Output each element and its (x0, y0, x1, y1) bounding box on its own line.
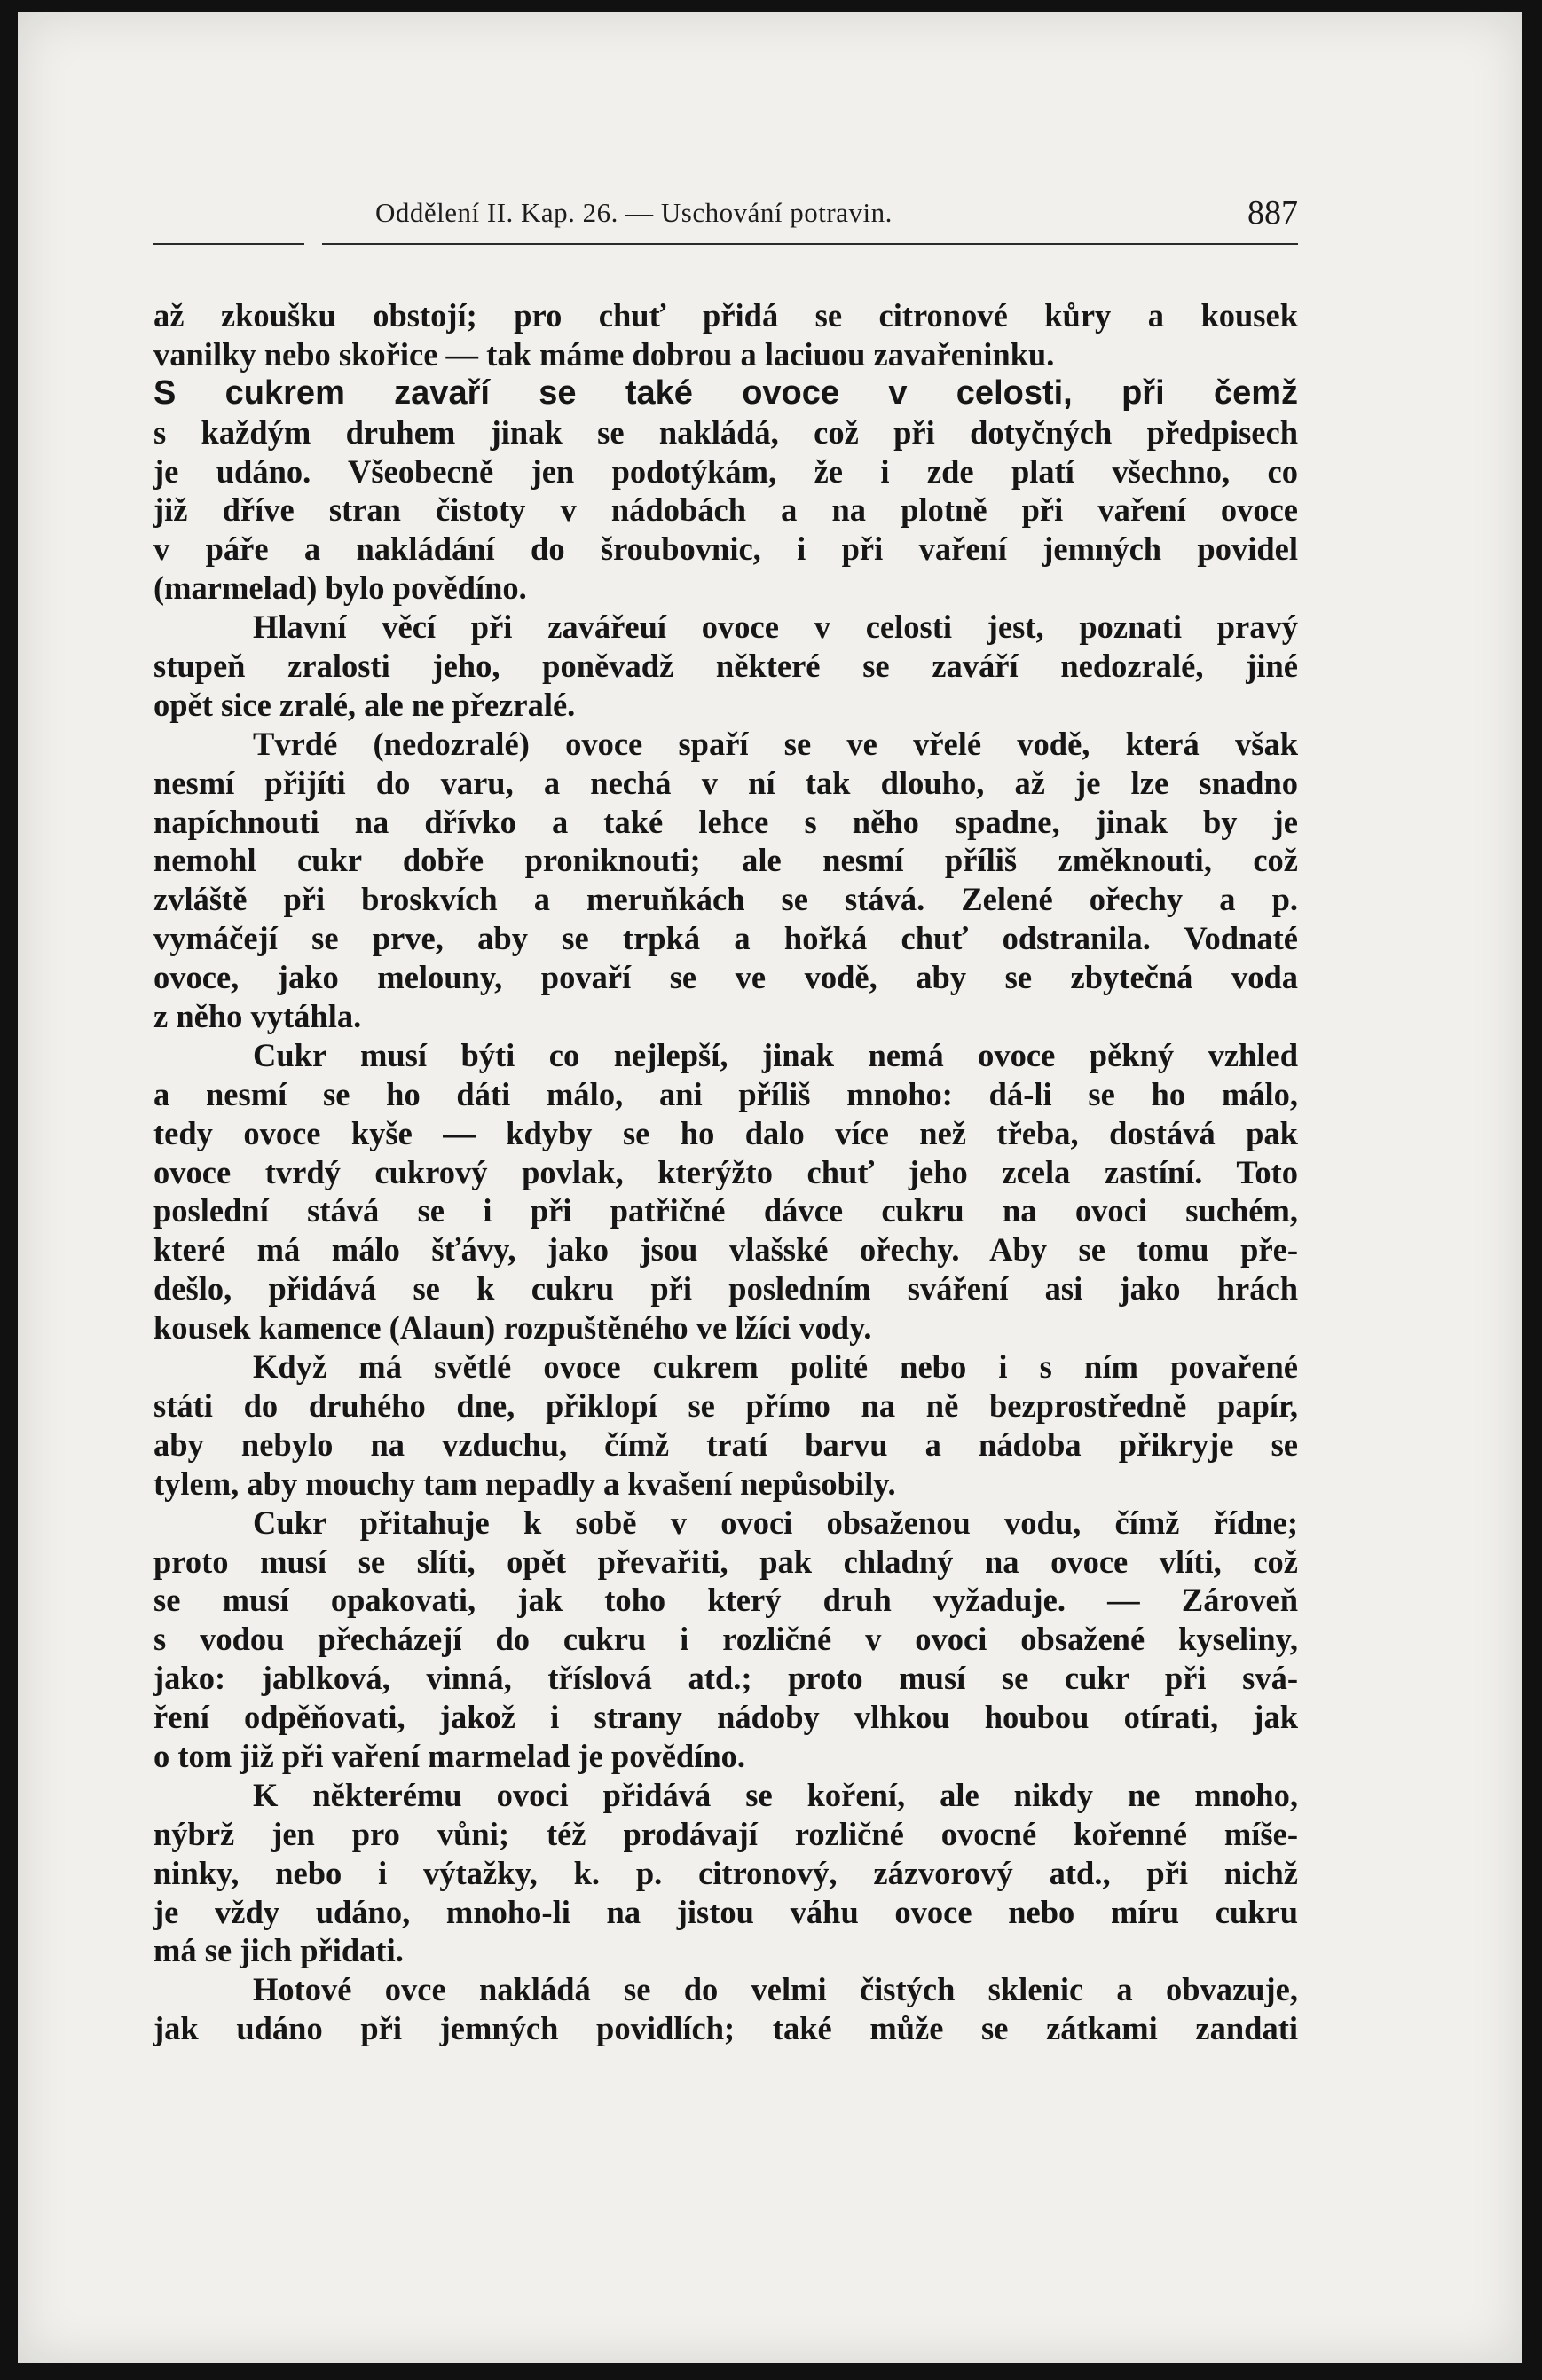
text-line: aby nebylo na vzduchu, čímž tratí barvu a nádoba přikryje se (153, 1426, 1298, 1463)
text-line: zvláště při broskvích a meruňkách se stává. Zelené ořechy a p. (153, 881, 1298, 918)
running-header (153, 195, 1298, 248)
text-line: již dříve stran čistoty v nádobách a na plotně při vaření ovoce (153, 491, 1298, 529)
text-line: Cukr přitahuje k sobě v ovoci obsaženou vodu, čímž řídne; (253, 1504, 1298, 1541)
text-line: tylem, aby mouchy tam nepadly a kvašení nepůsobily. (153, 1465, 896, 1502)
text-line: kousek kamence (Alaun) rozpuštěného ve lžíci vody. (153, 1309, 872, 1347)
text-line: státi do druhého dne, přiklopí se přímo na ně bezprostředně papír, (153, 1386, 1298, 1424)
page-number: 887 (1247, 194, 1298, 232)
text-line: Cukr musí býti co nejlepší, jinak nemá ovoce pěkný vzhled (253, 1036, 1298, 1073)
text-line: napíchnouti na dřívko a také lehce s něho spadne, jinak by je (153, 803, 1298, 840)
text-line: poslední stává se i při patřičné dávce cukru na ovoci suchém, (153, 1192, 1298, 1229)
text-line: ovoce tvrdý cukrový povlak, kterýžto chuť jeho zcela zastíní. Toto (153, 1153, 1298, 1190)
text-line: nýbrž jen pro vůni; též prodávají rozličné ovocné kořenné míše- (153, 1815, 1298, 1852)
text-line: Když má světlé ovoce cukrem polité nebo i s ním povařené (253, 1348, 1298, 1386)
text-line: je vždy udáno, mnoho-li na jistou váhu ovoce nebo míru cukru (153, 1893, 1298, 1930)
text-line: má se jich přidati. (153, 1932, 404, 1969)
text-line: tedy ovoce kyše — kdyby se ho dalo více než třeba, dostává pak (153, 1114, 1298, 1151)
text-line: v páře a nakládání do šroubovnic, i při vaření jemných povidel (153, 530, 1298, 568)
body-text (153, 296, 1298, 2048)
text-line: stupeň zralosti jeho, poněvadž některé se zaváří nedozralé, jiné (153, 648, 1298, 685)
text-line: je udáno. Všeobecně jen podotýkám, že i zde platí všechno, co (153, 452, 1298, 490)
text-line: z něho vytáhla. (153, 998, 362, 1035)
text-line: S cukrem zavaří se také ovoce v celosti, při čemž (153, 373, 1298, 412)
text-line: a nesmí se ho dáti málo, ani příliš mnoho: dá-li se ho málo, (153, 1075, 1298, 1112)
text-line: vymáčejí se prve, aby se trpká a hořká chuť odstranila. Vodnaté (153, 920, 1298, 957)
text-line: nesmí přijíti do varu, a nechá v ní tak dlouho, až je lze snadno (153, 764, 1298, 801)
header-title: Oddělení II. Kap. 26. — Uschování potravin. (375, 197, 893, 228)
text-line: nemohl cukr dobře proniknouti; ale nesmí příliš změknouti, což (153, 842, 1298, 879)
text-line: Tvrdé (nedozralé) ovoce spaří se ve vřelé vodě, která však (253, 725, 1298, 762)
text-line: ření odpěňovati, jakož i strany nádoby vlhkou houbou otírati, jak (153, 1699, 1298, 1736)
text-line: s každým druhem jinak se nakládá, což při dotyčných předpisech (153, 413, 1298, 451)
text-line: Hotové ovce nakládá se do velmi čistých sklenic a obvazuje, (253, 1971, 1298, 2008)
text-line: ninky, nebo i výtažky, k. p. citronový, zázvorový atd., při nichž (153, 1854, 1298, 1891)
book-page (18, 12, 1522, 2363)
text-line: se musí opakovati, jak toho který druh vyžaduje. — Zároveň (153, 1582, 1298, 1619)
text-line: (marmelad) bylo povědíno. (153, 569, 527, 607)
text-line: K některému ovoci přidává se koření, ale nikdy ne mnoho, (253, 1776, 1298, 1813)
text-line: které má málo šťávy, jako jsou vlašské ořechy. Aby se tomu pře- (153, 1231, 1298, 1269)
text-line: až zkoušku obstojí; pro chuť přidá se citronové kůry a kousek (153, 297, 1298, 334)
text-line: dešlo, přidává se k cukru při posledním sváření asi jako hrách (153, 1270, 1298, 1308)
text-line: opět sice zralé, ale ne přezralé. (153, 686, 576, 723)
header-rule-left (153, 243, 304, 245)
text-line: o tom již při vaření marmelad je povědíno. (153, 1737, 746, 1774)
text-line: proto musí se slíti, opět převařiti, pak chladný na ovoce vlíti, což (153, 1543, 1298, 1580)
text-line: vanilky nebo skořice — tak máme dobrou a laciuou zavařeninku. (153, 335, 1055, 373)
header-rule-right (322, 243, 1298, 245)
text-line: s vodou přecházejí do cukru i rozličné v ovoci obsažené kyseliny, (153, 1621, 1298, 1658)
text-line: Hlavní věcí při zavářeuí ovoce v celosti jest, poznati pravý (253, 609, 1298, 646)
text-line: jako: jablková, vinná, tříslová atd.; proto musí se cukr při svá- (153, 1660, 1298, 1697)
text-line: jak udáno při jemných povidlích; také může se zátkami zandati (153, 2010, 1298, 2047)
text-line: ovoce, jako melouny, povaří se ve vodě, aby se zbytečná voda (153, 959, 1298, 996)
